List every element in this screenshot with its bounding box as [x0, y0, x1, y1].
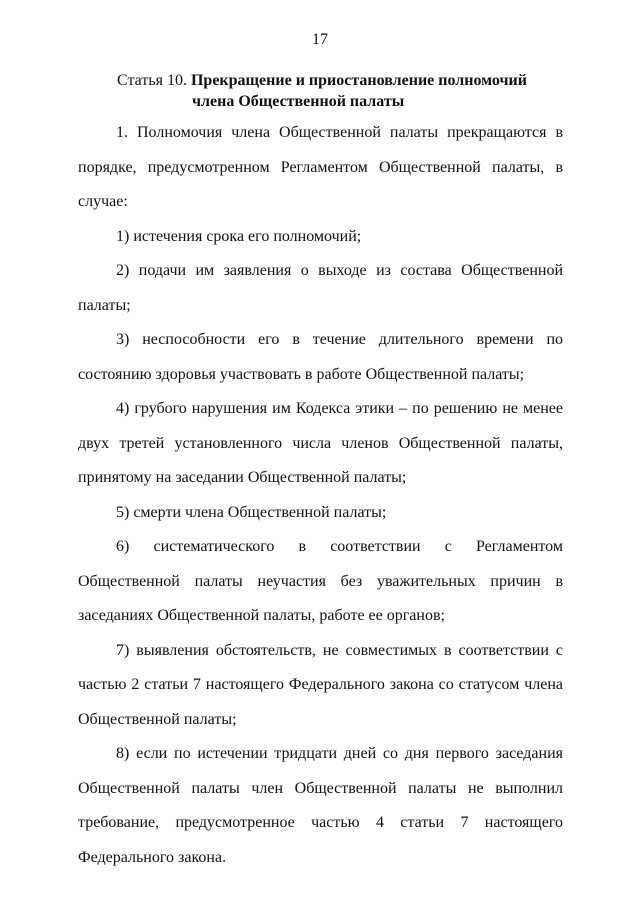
- page-number: 17: [312, 31, 328, 48]
- paragraph-part-1: 1. Полномочия члена Общественной палаты прекращаются в порядке, предусмотренном Регламентом Общественной палаты, в случае:: [78, 124, 563, 210]
- paragraph-item-1: 1) истечения срока его полномочий;: [116, 227, 362, 245]
- paragraph-item-5: 5) смерти члена Общественной палаты;: [116, 503, 387, 521]
- paragraph-item-2: 2) подачи им заявления о выходе из состава Общественной палаты;: [78, 262, 563, 314]
- paragraph-item-4: 4) грубого нарушения им Кодекса этики – по решению не менее двух третей установленного числа членов Общественной палаты, принятому на заседании Общественной палаты;: [78, 400, 563, 486]
- article-label: Статья 10.: [117, 72, 187, 89]
- paragraph-item-3: 3) неспособности его в течение длительного времени по состоянию здоровья участвовать в работе Общественной палаты;: [78, 331, 563, 383]
- paragraph-item-7: 7) выявления обстоятельств, не совместимых в соответствии с частью 2 статьи 7 настоящего Федерального закона со статусом члена Общественной палаты;: [78, 641, 563, 728]
- article-body: [78, 116, 563, 875]
- paragraph-item-6: 6) систематического в соответствии с Регламентом Общественной палаты неучастия без уважительных причин в заседаниях Общественной палаты, работе ее органов;: [78, 538, 563, 624]
- article-title-line-1: Прекращение и приостановление полномочий: [190, 72, 527, 89]
- paragraph-item-8: 8) если по истечении тридцати дней со дня первого заседания Общественной палаты член Общественной палаты не выполнил требование, предусмотренное частью 4 статьи 7 настоящего Федерального закона.: [78, 745, 563, 866]
- article-heading: [117, 70, 527, 112]
- article-title-line-2: члена Общественной палаты: [192, 93, 405, 110]
